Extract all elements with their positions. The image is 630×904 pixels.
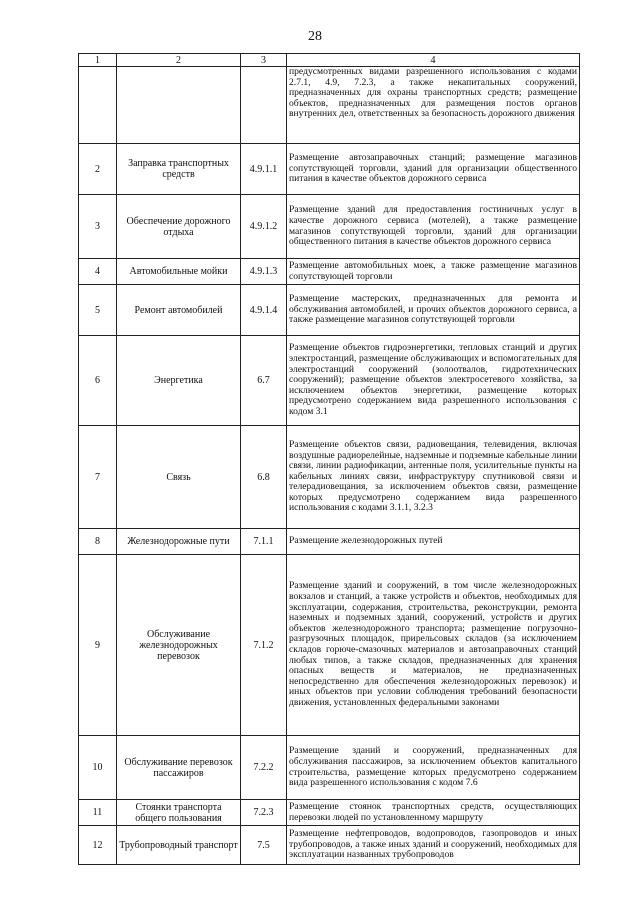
use-code: 4.9.1.2 <box>241 195 287 259</box>
use-description: Размещение стоянок транспортных средств, осуществляющих перевозки людей по установленному маршруту <box>287 800 580 826</box>
row-number: 2 <box>79 144 117 195</box>
use-code: 7.1.1 <box>241 529 287 555</box>
table-row <box>79 144 580 195</box>
row-number: 11 <box>79 800 117 826</box>
use-name: Ремонт автомобилей <box>117 285 241 336</box>
use-description: Размещение железнодорожных путей <box>287 529 580 555</box>
use-name <box>117 67 241 144</box>
use-code: 4.9.1.4 <box>241 285 287 336</box>
use-name: Обслуживание перевозок пассажиров <box>117 736 241 800</box>
table-row <box>79 529 580 555</box>
use-code <box>241 67 287 144</box>
use-name: Обслуживание железнодорожных перевозок <box>117 555 241 736</box>
use-code: 7.1.2 <box>241 555 287 736</box>
row-number: 6 <box>79 336 117 426</box>
use-description: Размещение зданий и сооружений, предназначенных для обслуживания пассажиров, за исключением объектов капитального строительства, размещение которых предусмотрено содержанием вида разрешенного использования с кодом 7.6 <box>287 736 580 800</box>
header-cell: 4 <box>287 54 580 67</box>
use-description: Размещение нефтепроводов, водопроводов, газопроводов и иных трубопроводов, а также иных зданий и сооружений, необходимых для эксплуатации названных трубопроводов <box>287 826 580 865</box>
use-name: Стоянки транспорта общего пользования <box>117 800 241 826</box>
row-number: 9 <box>79 555 117 736</box>
table-row <box>79 736 580 800</box>
table-row <box>79 826 580 865</box>
table-row <box>79 195 580 259</box>
use-code: 6.8 <box>241 426 287 529</box>
use-description: Размещение объектов гидроэнергетики, тепловых станций и других электростанций, размещение обслуживающих и вспомогательных для электростанций сооружений (золоотвалов, гидротехнических сооружений); размещение объектов электросетевого хозяйства, за исключением объектов энергетики, размещение которых предусмотрено содержанием вида разрешенного использования с кодом 3.1 <box>287 336 580 426</box>
use-code: 4.9.1.3 <box>241 259 287 285</box>
row-number: 5 <box>79 285 117 336</box>
use-code: 4.9.1.1 <box>241 144 287 195</box>
row-number: 10 <box>79 736 117 800</box>
table-row <box>79 555 580 736</box>
use-name: Энергетика <box>117 336 241 426</box>
use-code: 6.7 <box>241 336 287 426</box>
land-use-table <box>78 53 580 865</box>
row-number: 7 <box>79 426 117 529</box>
use-description: Размещение зданий для предоставления гостиничных услуг в качестве дорожного сервиса (мотелей), а также размещение магазинов сопутствующей торговли, зданий для организации общественного питания в качестве объектов дорожного сервиса <box>287 195 580 259</box>
header-cell: 1 <box>79 54 117 67</box>
row-number <box>79 67 117 144</box>
header-row <box>79 54 580 67</box>
use-description: Размещение мастерских, предназначенных для ремонта и обслуживания автомобилей, и прочих объектов дорожного сервиса, а также размещение магазинов сопутствующей торговли <box>287 285 580 336</box>
table-row <box>79 259 580 285</box>
table-row <box>79 67 580 144</box>
use-code: 7.5 <box>241 826 287 865</box>
use-description: предусмотренных видами разрешенного использования с кодами 2.7.1, 4.9, 7.2.3, а также некапитальных сооружений, предназначенных для охраны транспортных средств; размещение объектов, предназначенных для размещения постов органов внутренних дел, ответственных за безопасность дорожного движения <box>287 67 580 144</box>
use-name: Железнодорожные пути <box>117 529 241 555</box>
table-row <box>79 285 580 336</box>
table-row <box>79 426 580 529</box>
header-cell: 2 <box>117 54 241 67</box>
use-description: Размещение автозаправочных станций; размещение магазинов сопутствующей торговли, зданий для организации общественного питания в качестве объектов дорожного сервиса <box>287 144 580 195</box>
use-name: Обеспечение дорожного отдыха <box>117 195 241 259</box>
table-row <box>79 336 580 426</box>
use-name: Автомобильные мойки <box>117 259 241 285</box>
table-row <box>79 800 580 826</box>
page-number: 28 <box>308 29 322 44</box>
header-cell: 3 <box>241 54 287 67</box>
use-description: Размещение зданий и сооружений, в том числе железнодорожных вокзалов и станций, а также устройств и объектов, необходимых для эксплуатации, содержания, строительства, реконструкции, ремонта наземных и подземных зданий, сооружений, устройств и других объектов железнодорожного транспорта; размещение погрузочно-разгрузочных площадок, прирельсовых складов (за исключением складов горюче-смазочных материалов и автозаправочных станций любых типов, а также складов, предназначенных для хранения опасных веществ и материалов, не предназначенных непосредственно для обеспечения железнодорожных перевозок) и иных объектов при условии соблюдения требований безопасности движения, установленных федеральными законами <box>287 555 580 736</box>
row-number: 12 <box>79 826 117 865</box>
use-name: Трубопроводный транспорт <box>117 826 241 865</box>
use-code: 7.2.3 <box>241 800 287 826</box>
row-number: 3 <box>79 195 117 259</box>
use-description: Размещение объектов связи, радиовещания, телевидения, включая воздушные радиорелейные, надземные и подземные кабельные линии связи, линии радиофикации, антенные поля, усилительные пункты на кабельных линиях связи, инфраструктуру спутниковой связи и телерадиовещания, за исключением объектов связи, размещение которых предусмотрено содержанием вида разрешенного использования с кодами 3.1.1, 3.2.3 <box>287 426 580 529</box>
row-number: 8 <box>79 529 117 555</box>
use-name: Связь <box>117 426 241 529</box>
use-code: 7.2.2 <box>241 736 287 800</box>
use-name: Заправка транспортных средств <box>117 144 241 195</box>
row-number: 4 <box>79 259 117 285</box>
use-description: Размещение автомобильных моек, а также размещение магазинов сопутствующей торговли <box>287 259 580 285</box>
